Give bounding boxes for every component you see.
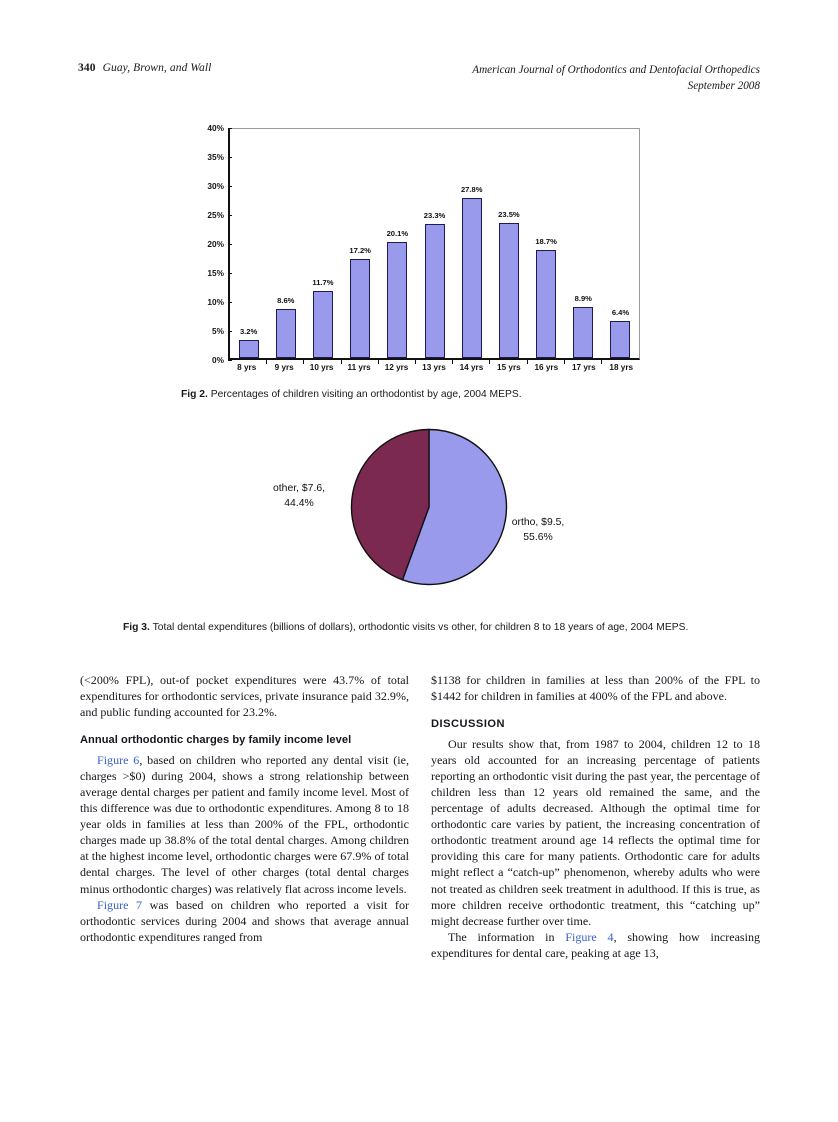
figure-7-reference[interactable]: Figure 7 <box>97 897 143 912</box>
left-paragraph-2 <box>80 752 409 896</box>
bar <box>573 307 593 358</box>
bar-value-label: 6.4% <box>611 308 630 318</box>
x-axis-tick-label: 10 yrs <box>309 363 334 372</box>
bar-group <box>490 128 527 358</box>
pie-label-other <box>250 482 348 511</box>
running-head-left <box>78 62 211 74</box>
figure-2-caption-text: Percentages of children visiting an orthodontist by age, 2004 MEPS. <box>210 389 522 400</box>
running-head <box>78 62 760 102</box>
x-axis-tick-label: 15 yrs <box>497 363 521 372</box>
figure-3-caption-text: Total dental expenditures (billions of dollars), orthodontic visits vs other, for children 8 to 18 years of age, 2004 MEPS. <box>152 622 689 633</box>
x-axis-tick-label: 8 yrs <box>237 363 257 372</box>
y-axis-tick-label: 20% <box>207 239 224 249</box>
x-axis-tick-label: 9 yrs <box>274 363 294 372</box>
figure-3-pie-chart <box>250 428 600 608</box>
bar-group <box>602 128 639 358</box>
figure-3-caption-label: Fig 3. <box>123 622 150 633</box>
right-paragraph-2: Our results show that, from 1987 to 2004, children 12 to 18 years old accounted for an increasing percentage of patients reporting an orthodontic visit during the past year, the percentage of children less than 12 years old remained the same, and the percentage of adults decreased. Although the optimal time for orthodontic care varies by patient, the increasing concentration of orthodontic treatment around age 14 reflects the optimal time for providing this care for many patients. Orthodontic care for adults might reflect a “catch-up” phenomenon, whereby adults who were not treated as children seek treatment in adulthood. If this is true, as more children receive orthodontic treatment, this “catching up” might decrease further over time. <box>431 737 760 928</box>
y-axis-tick-label: 10% <box>207 297 224 307</box>
right-paragraph-3-suffix: , showing how increasing expenditures for dental care, peaking at age 13, <box>431 929 760 960</box>
bar-group <box>304 128 341 358</box>
issue-date: September 2008 <box>687 80 760 92</box>
y-axis-labels <box>193 123 224 365</box>
discussion-heading: DISCUSSION <box>431 718 506 731</box>
x-axis-tick-label: 14 yrs <box>459 363 484 372</box>
y-axis-tick-label: 35% <box>207 152 224 162</box>
pie-svg <box>350 428 508 586</box>
bar <box>499 223 519 358</box>
bar-group <box>565 128 602 358</box>
bar-value-label: 23.5% <box>498 209 520 219</box>
y-axis-tick-label: 40% <box>207 123 224 133</box>
bar-value-label: 27.8% <box>460 185 483 195</box>
figure-3-caption <box>123 620 715 636</box>
y-axis-tick-label: 5% <box>212 326 224 336</box>
right-text-column <box>431 672 760 961</box>
x-axis-tick-label: 11 yrs <box>347 363 371 372</box>
y-axis-tick-label: 15% <box>207 268 224 278</box>
right-paragraph-3 <box>431 929 760 961</box>
left-paragraph-3 <box>80 897 409 945</box>
left-paragraph-3-text: was based on children who reported a visit for orthodontic services during 2004 and shows that average annual orthodontic expenditures ranged from <box>80 897 409 944</box>
pie-label-ortho-line1: ortho, $9.5, <box>511 517 565 528</box>
pie-label-other-line1: other, $7.6, <box>273 483 325 494</box>
bar <box>276 309 296 358</box>
bar-value-label: 17.2% <box>349 246 371 256</box>
bar <box>536 250 556 358</box>
x-axis-tick-label: 18 yrs <box>609 363 634 372</box>
bar-group <box>267 128 304 358</box>
bar-group <box>230 128 267 358</box>
figure-4-reference[interactable]: Figure 4 <box>565 929 614 944</box>
bar-value-label: 23.3% <box>423 211 446 221</box>
bar-value-label: 3.2% <box>239 326 258 336</box>
figure-6-reference[interactable]: Figure 6 <box>97 753 140 768</box>
bar-value-label: 8.6% <box>277 295 295 305</box>
bar-group <box>453 128 490 358</box>
bar <box>239 340 259 358</box>
x-axis-tick-label: 17 yrs <box>571 363 596 372</box>
pie-label-other-line2: 44.4% <box>284 497 314 509</box>
bar-group <box>528 128 565 358</box>
right-paragraph-1: $1138 for children in families at less than 200% of the FPL to $1442 for children in families at 400% of the FPL and above. <box>431 673 760 704</box>
left-column-heading: Annual orthodontic charges by family income level <box>80 734 352 747</box>
left-paragraph-2-text: , based on children who reported any dental visit (ie, charges >$0) during 2004, shows a strong relationship between average dental charges per patient and family income level. Most of this difference was due to orthodontic expenditures. Among 8 to 18 year olds in families at less than 200% of the FPL, orthodontic charges made up 38.8% of the total dental charges. Among children at the highest income level, orthodontic charges were 67.9% of total dental charges. The level of other charges (total dental charges minus orthodontic charges) was relatively flat across income levels. <box>80 753 409 896</box>
pie-label-ortho <box>482 516 594 545</box>
bar-group <box>342 128 379 358</box>
bar-value-label: 8.9% <box>574 293 592 303</box>
bar <box>425 224 445 358</box>
running-head-right <box>472 62 760 94</box>
bar-group <box>416 128 453 358</box>
figure-2-caption <box>181 387 701 403</box>
x-axis-labels <box>228 363 640 372</box>
figure-2-caption-label: Fig 2. <box>181 389 208 400</box>
y-axis-tick-label: 0% <box>212 355 224 365</box>
right-paragraph-3-prefix: The information in <box>448 929 566 944</box>
bar-series <box>230 128 639 358</box>
page-number: 340 <box>78 62 96 74</box>
running-head-authors: Guay, Brown, and Wall <box>102 62 212 74</box>
figure-2-bar-chart <box>193 123 640 365</box>
pie-graphic <box>350 428 508 586</box>
left-paragraph-1: (<200% FPL), out-of pocket expenditures were 43.7% of total expenditures for orthodontic services, private insurance paid 32.9%, and public funding accounted for 23.2%. <box>80 673 409 720</box>
bar <box>313 291 333 358</box>
bar-value-label: 20.1% <box>386 229 409 239</box>
x-axis-tick-label: 16 yrs <box>534 363 559 372</box>
journal-title: American Journal of Orthodontics and Dentofacial Orthopedics <box>472 64 760 76</box>
bar-value-label: 11.7% <box>312 277 334 287</box>
bar-group <box>379 128 416 358</box>
bar <box>610 321 630 358</box>
x-axis-tick-label: 13 yrs <box>422 363 446 372</box>
bar <box>387 242 407 358</box>
pie-label-ortho-line2: 55.6% <box>523 531 553 543</box>
y-axis-tick-label: 30% <box>207 181 224 191</box>
bar <box>462 198 482 358</box>
y-axis-tick-label: 25% <box>207 210 224 220</box>
bar-value-label: 18.7% <box>535 237 557 247</box>
left-text-column <box>80 672 409 945</box>
bar <box>350 259 370 358</box>
x-axis-tick-label: 12 yrs <box>384 363 409 372</box>
